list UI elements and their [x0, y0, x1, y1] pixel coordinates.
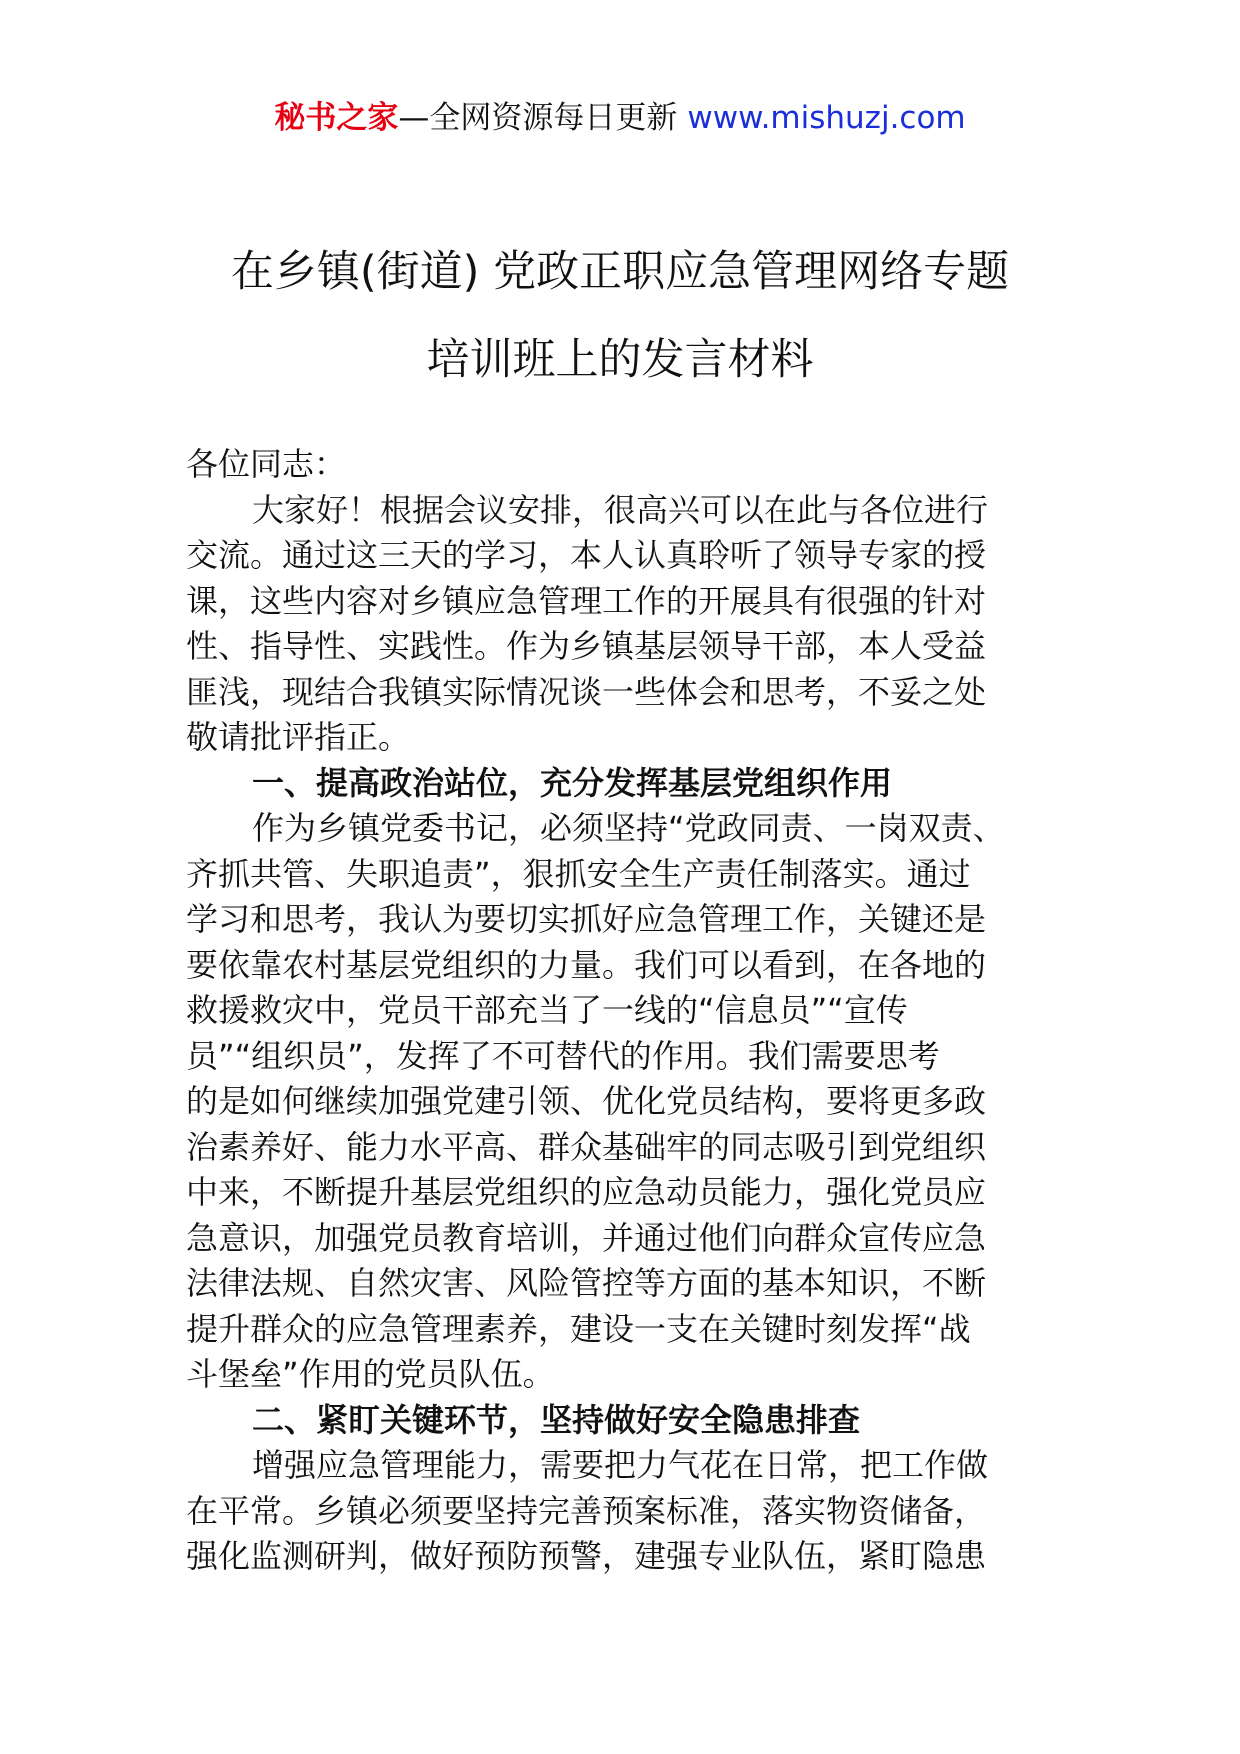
- section-heading-2: 二、紧盯关键环节，坚持做好安全隐患排查: [252, 1400, 861, 1439]
- paragraph-line: 提升群众的应急管理素养，建设一支在关键时刻发挥“战: [186, 1309, 971, 1348]
- paragraph-line: 治素养好、能力水平高、群众基础牢的同志吸引到党组织: [186, 1127, 987, 1166]
- paragraph-line: 性、指导性、实践性。作为乡镇基层领导干部，本人受益: [186, 627, 987, 665]
- paragraph-line: 中来，不断提升基层党组织的应急动员能力，强化党员应: [186, 1173, 987, 1211]
- paragraph-line: 增强应急管理能力，需要把力气花在日常，把工作做: [252, 1446, 989, 1484]
- paragraph-line: 交流。通过这三天的学习，本人认真聆听了领导专家的授: [186, 536, 987, 574]
- title-line-2: 培训班上的发言材料: [426, 335, 814, 385]
- paragraph-line: 大家好！根据会议安排，很高兴可以在此与各位进行: [252, 490, 989, 529]
- salutation: 各位同志：: [186, 445, 347, 483]
- paragraph-line: 要依靠农村基层党组织的力量。我们可以看到，在各地的: [186, 945, 987, 984]
- document-title: [120, 228, 1120, 404]
- paragraph-line: 的是如何继续加强党建引领、优化党员结构，要将更多政: [186, 1082, 987, 1120]
- site-url-link[interactable]: www.mishuzj.com: [687, 100, 966, 136]
- title-line-1: 在乡镇(街道) 党政正职应急管理网络专题: [230, 247, 1010, 297]
- document-body: [186, 442, 1066, 1580]
- paragraph-line: 在平常。乡镇必须要坚持完善预案标准，落实物资储备，: [186, 1491, 987, 1530]
- paragraph-line: 强化监测研判，做好预防预警，建强专业队伍，紧盯隐患: [186, 1537, 987, 1575]
- paragraph-line: 斗堡垒”作用的党员队伍。: [186, 1355, 555, 1393]
- site-brand: 秘书之家: [274, 100, 399, 136]
- paragraph-line: 齐抓共管、失职追责”，狠抓安全生产责任制落实。通过: [186, 854, 971, 893]
- paragraph-line: 课，这些内容对乡镇应急管理工作的开展具有很强的针对: [186, 581, 987, 620]
- paragraph-line: 急意识，加强党员教育培训，并通过他们向群众宣传应急: [186, 1218, 987, 1257]
- paragraph-line: 匪浅，现结合我镇实际情况谈一些体会和思考，不妥之处: [186, 672, 987, 711]
- paragraph-line: 法律法规、自然灾害、风险管控等方面的基本知识，不断: [186, 1264, 987, 1302]
- site-tagline: —全网资源每日更新: [398, 100, 678, 136]
- paragraph-line: 学习和思考，我认为要切实抓好应急管理工作，关键还是: [186, 900, 987, 938]
- paragraph-line: 敬请批评指正。: [186, 718, 411, 756]
- paragraph-line: 作为乡镇党委书记，必须坚持“党政同责、一岗双责、: [252, 809, 1005, 847]
- site-header: [0, 98, 1240, 138]
- section-heading-1: 一、提高政治站位，充分发挥基层党组织作用: [252, 763, 893, 802]
- paragraph-line: 员”“组织员”，发挥了不可替代的作用。我们需要思考: [186, 1036, 940, 1075]
- paragraph-line: 救援救灾中，党员干部充当了一线的“信息员”“宣传: [186, 991, 908, 1029]
